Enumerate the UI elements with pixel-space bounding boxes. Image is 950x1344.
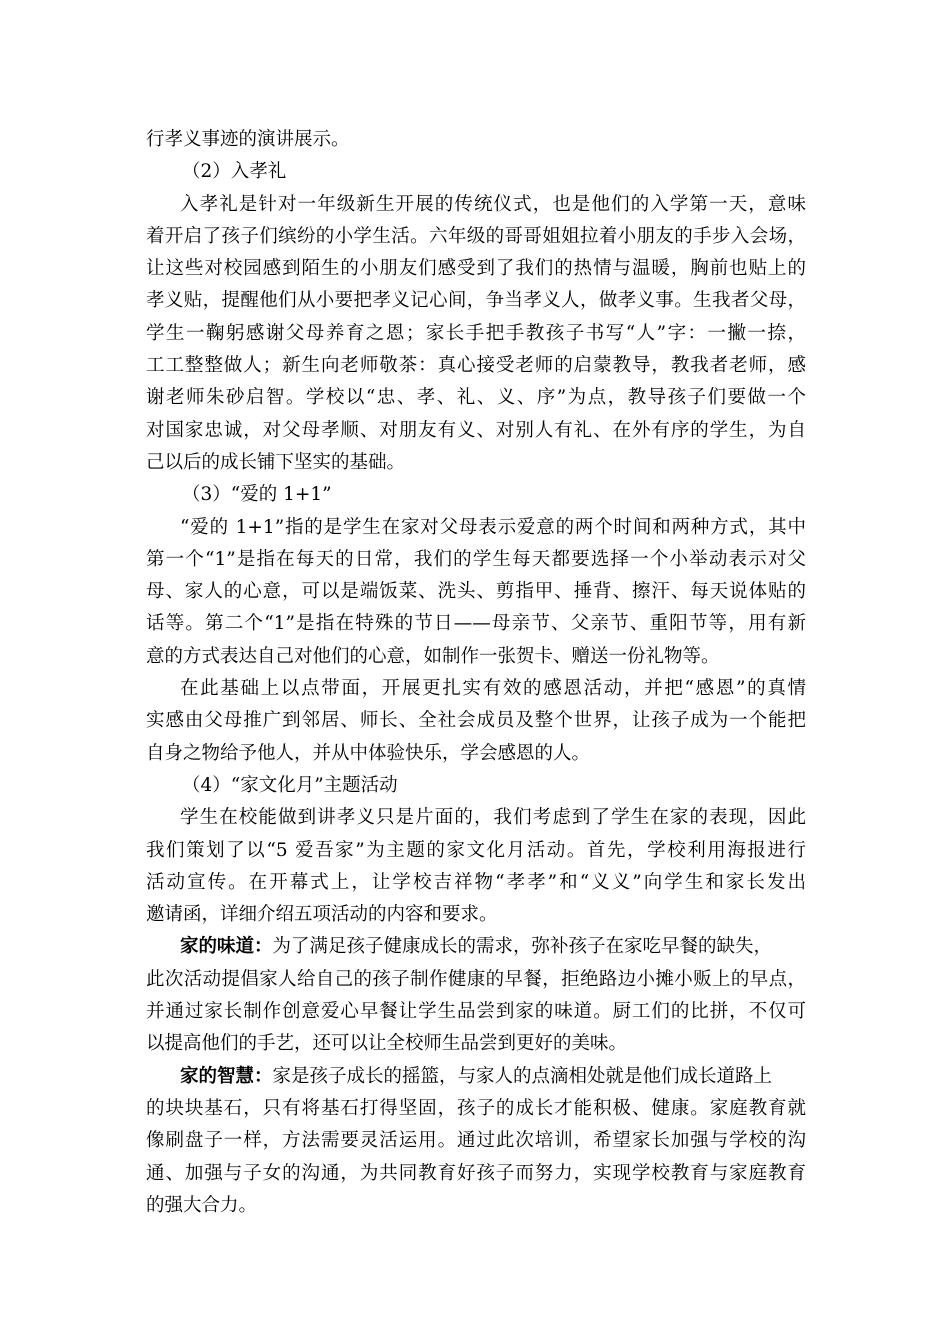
text-line: 让这些对校园感到陌生的小朋友们感受到了我们的热情与温暖，胸前也贴上的 <box>146 258 806 280</box>
text-line: 此次活动提倡家人给自己的孩子制作健康的早餐，拒绝路边小摊小贩上的早点， <box>146 968 806 990</box>
section-heading: （3）“爱的 1+1” <box>182 484 332 506</box>
text-line <box>146 931 806 963</box>
text-line: 自身之物给予他人，并从中体验快乐，学会感恩的人。 <box>146 742 591 764</box>
section-heading: （4）“家文化月”主题活动 <box>182 774 398 796</box>
text-line: 通、加强与子女的沟通，为共同教育好孩子而努力，实现学校教育与家庭教育 <box>146 1162 806 1184</box>
text-line: 我们策划了以“5 爱吾家”为主题的家文化月活动。首先，学校利用海报进行 <box>146 839 806 861</box>
text-line: 行孝义事迹的演讲展示。 <box>146 129 350 150</box>
bold-lead: 家的味道： <box>180 936 273 958</box>
text-line: 谢老师朱砂启智。学校以“忠、孝、礼、义、序”为点，教导孩子们要做一个 <box>146 387 806 409</box>
text-line: 活动宣传。在开幕式上，让学校吉祥物“孝孝”和“义义”向学生和家长发出 <box>146 871 806 893</box>
text-span: 家是孩子成长的摇篮，与家人的点滴相处就是他们成长道路上 <box>272 1065 773 1087</box>
text-line: 对国家忠诚，对父母孝顺、对朋友有义、对别人有礼、在外有序的学生，为自 <box>146 419 806 441</box>
bold-lead: 家的智慧： <box>180 1065 273 1087</box>
text-line: 以提高他们的手艺，还可以让全校师生品尝到更好的美味。 <box>146 1033 628 1055</box>
text-line: 第一个“1”是指在每天的日常，我们的学生每天都要选择一个小举动表示对父 <box>146 548 806 570</box>
text-line: 工工整整做人；新生向老师敬茶：真心接受老师的启蒙教导，教我者老师，感 <box>146 355 806 377</box>
text-line: 孝义贴，提醒他们从小要把孝义记心间，争当孝义人，做孝义事。生我者父母， <box>146 290 806 312</box>
text-line: 的强大合力。 <box>146 1194 258 1216</box>
text-line: 在此基础上以点带面，开展更扎实有效的感恩活动，并把“感恩”的真情 <box>180 678 806 700</box>
text-line: 学生一鞠躬感谢父母养育之恩；家长手把手教孩子书写“人”字：一撇一捺， <box>146 322 806 344</box>
text-line: 母、家人的心意，可以是端饭菜、洗头、剪指甲、捶背、擦汗、每天说体贴的 <box>146 581 806 603</box>
text-line: 实感由父母推广到邻居、师长、全社会成员及整个世界，让孩子成为一个能把 <box>146 710 806 732</box>
text-line: 己以后的成长铺下坚实的基础。 <box>146 451 406 473</box>
text-span: 为了满足孩子健康成长的需求，弥补孩子在家吃早餐的缺失， <box>272 936 773 958</box>
text-line: 并通过家长制作创意爱心早餐让学生品尝到家的味道。厨工们的比拼，不仅可 <box>146 1001 806 1023</box>
text-line: 邀请函，详细介绍五项活动的内容和要求。 <box>146 904 498 926</box>
text-line: 像刷盘子一样，方法需要灵活运用。通过此次培训，希望家长加强与学校的沟 <box>146 1130 806 1152</box>
text-line: 话等。第二个“1”是指在特殊的节日——母亲节、父亲节、重阳节等，用有新 <box>146 613 806 635</box>
text-line: “爱的 1+1”指的是学生在家对父母表示爱意的两个时间和两种方式，其中 <box>180 516 806 538</box>
text-line: 意的方式表达自己对他们的心意，如制作一张贺卡、赠送一份礼物等。 <box>146 645 720 667</box>
text-line: 学生在校能做到讲孝义只是片面的，我们考虑到了学生在家的表现，因此 <box>180 807 806 829</box>
text-line <box>146 1061 806 1093</box>
document-page <box>146 124 806 1222</box>
text-line: 着开启了孩子们缤纷的小学生活。六年级的哥哥姐姐拉着小朋友的手步入会场， <box>146 225 806 247</box>
text-line: 的块块基石，只有将基石打得坚固，孩子的成长才能积极、健康。家庭教育就 <box>146 1097 806 1119</box>
section-heading: （2）入孝礼 <box>182 161 287 183</box>
text-line: 入孝礼是针对一年级新生开展的传统仪式，也是他们的入学第一天，意味 <box>180 193 806 215</box>
